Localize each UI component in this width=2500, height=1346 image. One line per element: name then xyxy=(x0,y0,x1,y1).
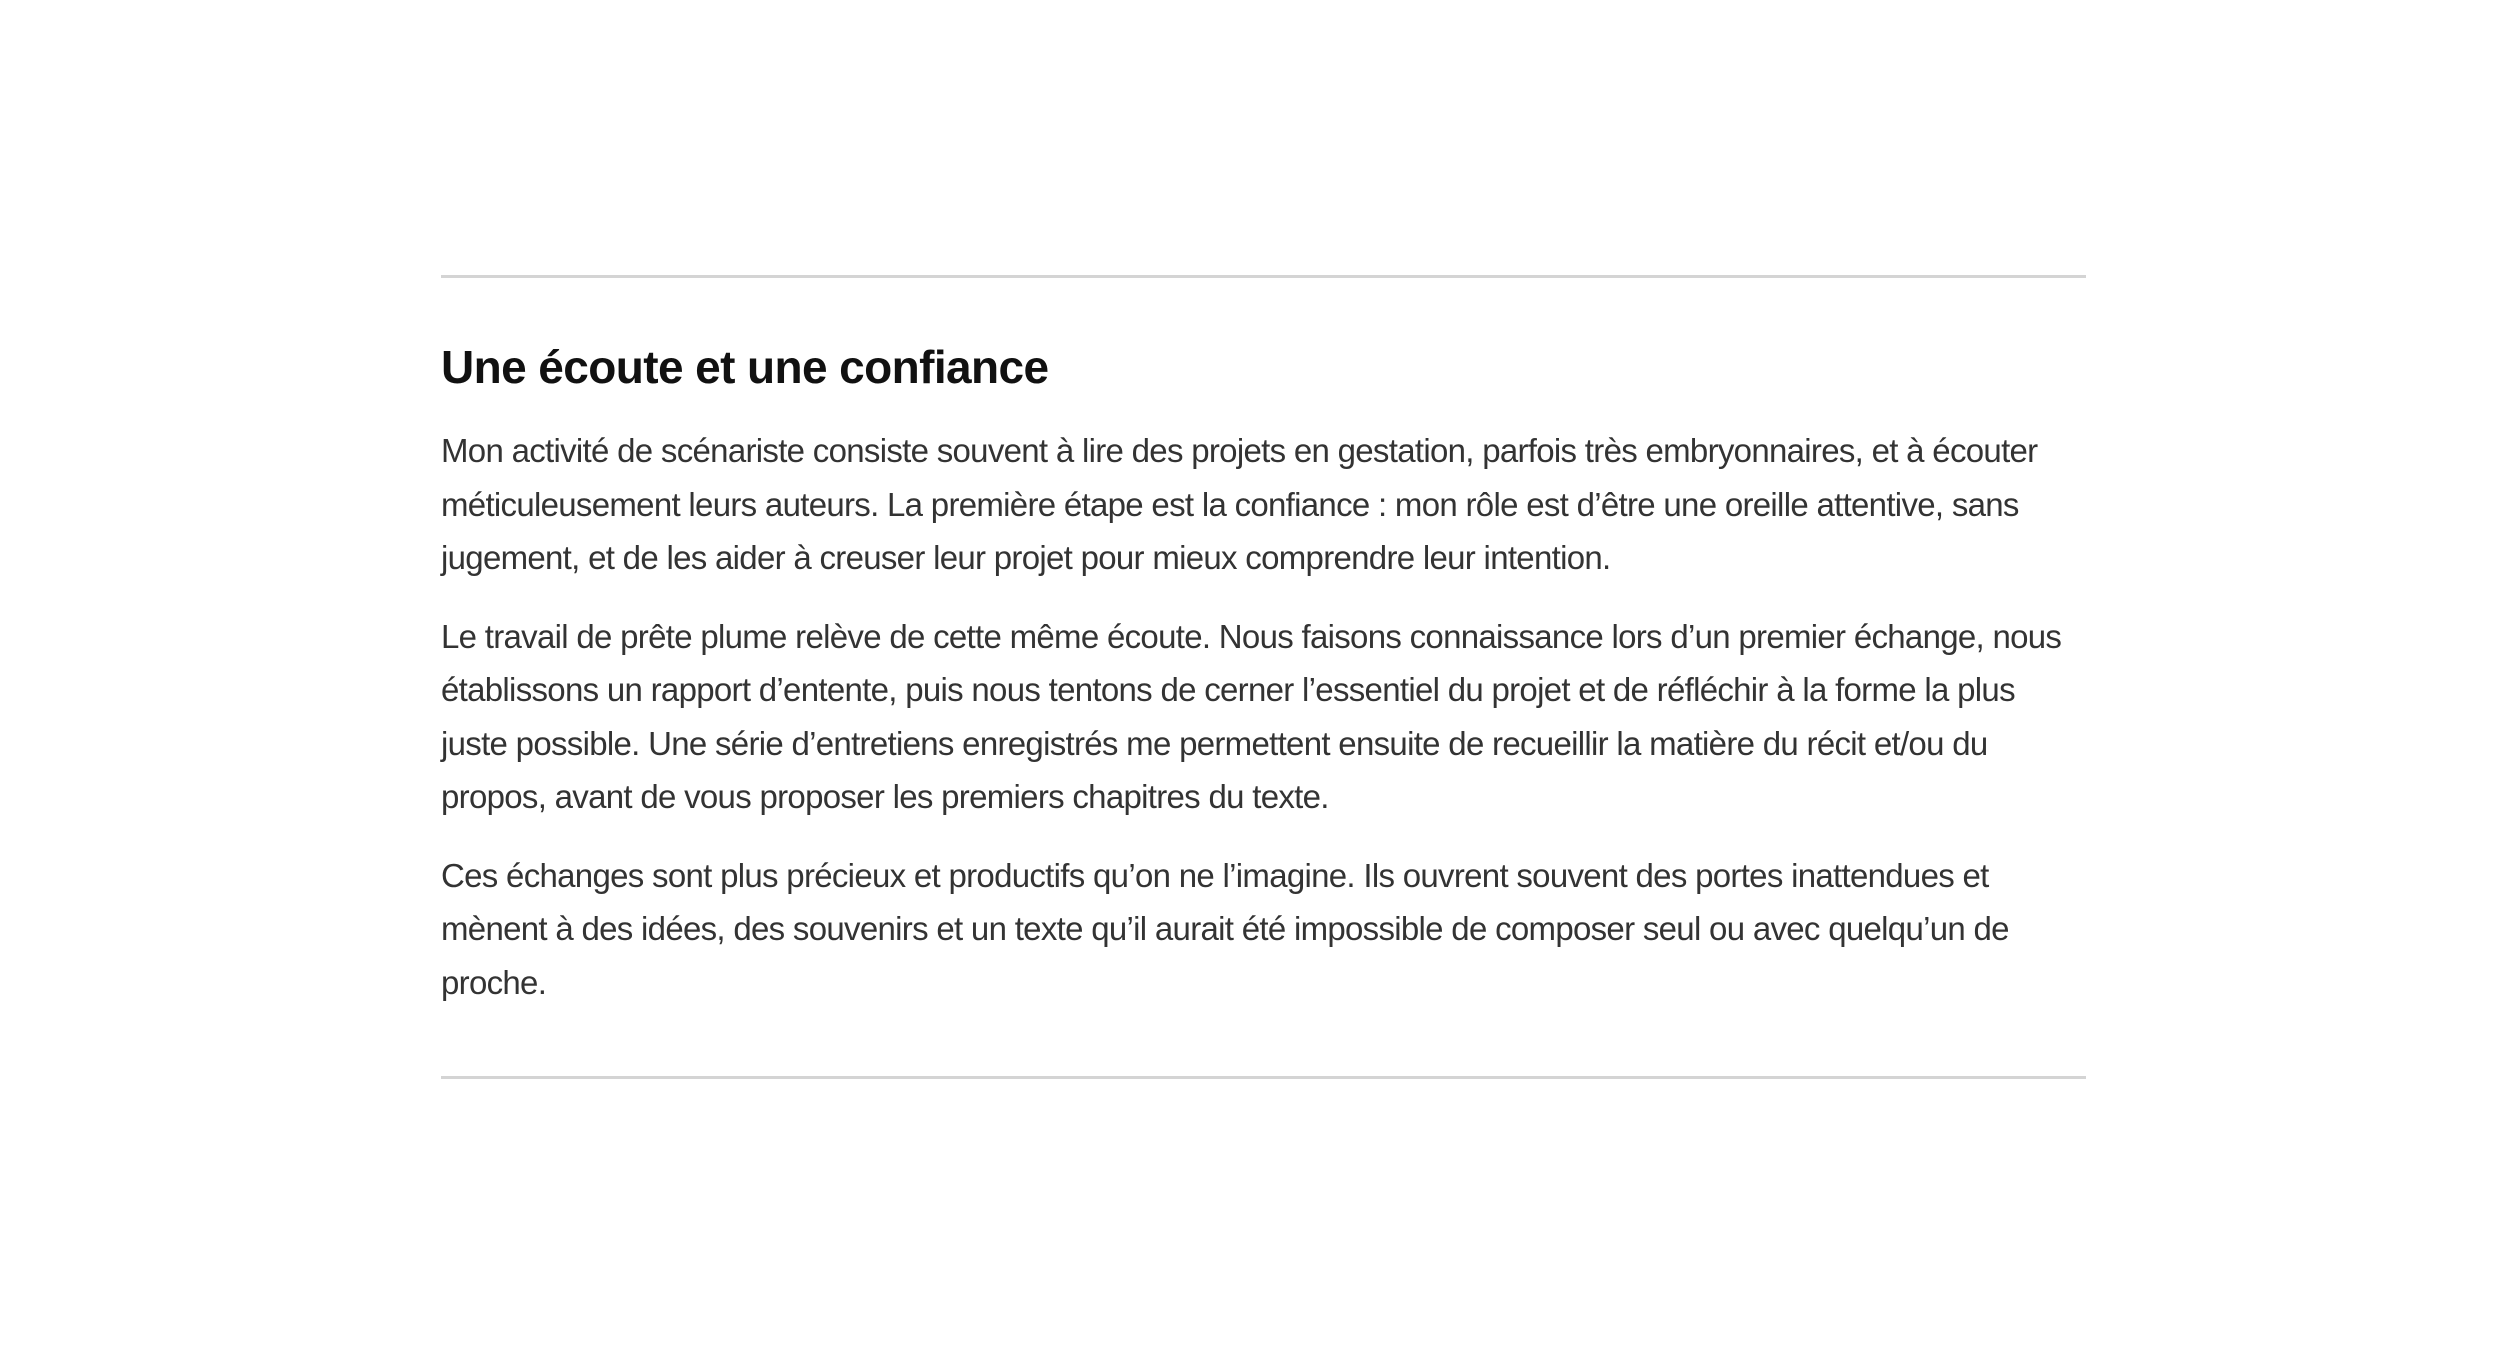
bottom-divider xyxy=(441,1076,2086,1079)
section-heading: Une écoute et une confiance xyxy=(441,341,1049,393)
paragraph-exchanges: Ces échanges sont plus précieux et productifs qu’on ne l’imagine. Ils ouvrent souvent des portes inattendues et mènent à des idées, des souvenirs et un texte qu’il aurait été impossible de composer seul ou avec quelqu’un de proche. xyxy=(441,856,2009,1001)
paragraph-ghostwriting: Le travail de prête plume relève de cette même écoute. Nous faisons connaissance lors d’un premier échange, nous établissons un rapport d’entente, puis nous tentons de cerner l’essentiel du projet et de réfléchir à la forme la plus juste possible. Une série d’entretiens enregistrés me permettent ensuite de recueillir la matière du récit et/ou du propos, avant de vous proposer les premiers chapitres du texte. xyxy=(441,617,2062,815)
top-divider xyxy=(441,275,2086,278)
content-section xyxy=(441,275,2086,1009)
paragraph-intro: Mon activité de scénariste consiste souvent à lire des projets en gestation, parfois très embryonnaires, et à écouter méticuleusement leurs auteurs. La première étape est la confiance : mon rôle est d’être une oreille attentive, sans jugement, et de les aider à creuser leur projet pour mieux comprendre leur intention. xyxy=(441,432,2038,576)
